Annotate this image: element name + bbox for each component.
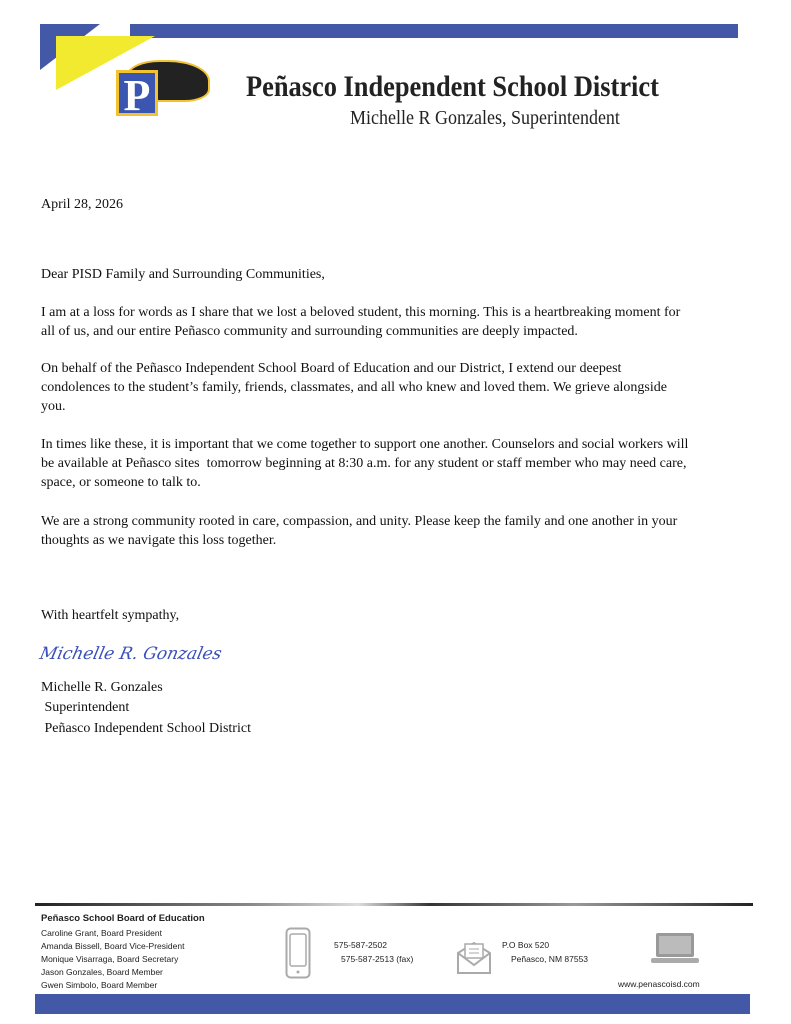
mail-icon (456, 939, 492, 975)
footer-divider (35, 903, 753, 906)
address-line-2: Peñasco, NM 87553 (511, 954, 589, 964)
signature: Michelle R. Gonzales (37, 644, 224, 664)
logo-letter-p: P (116, 70, 158, 116)
fax-number: 575-587-2513 (fax) (341, 954, 414, 964)
salutation: Dear PISD Family and Surrounding Communities, (41, 267, 325, 282)
district-logo (106, 60, 206, 120)
board-member: Jason Gonzales, Board Member (41, 967, 163, 977)
board-member: Amanda Bissell, Board Vice-President (41, 941, 185, 951)
phone-number: 575-587-2502 (334, 940, 387, 950)
closing: With heartfelt sympathy, (41, 608, 180, 623)
website-link[interactable]: www.penascoisd.com (618, 979, 700, 989)
address-line-1: P.O Box 520 (502, 940, 550, 950)
signer-title: Superintendent (41, 700, 130, 715)
board-title: Peñasco School Board of Education (41, 913, 205, 924)
paragraph-4-line: We are a strong community rooted in care, compassion, and unity. Please keep the family and one another in your (41, 514, 678, 529)
footer-blue-bar (35, 994, 750, 1014)
board-member: Caroline Grant, Board President (41, 928, 162, 938)
signer-name: Michelle R. Gonzales (41, 680, 163, 695)
paragraph-2-line: On behalf of the Peñasco Independent School Board of Education and our District, I extend our deepest (41, 361, 622, 376)
paragraph-3-line: space, or someone to talk to. (41, 475, 201, 490)
paragraph-4-line: thoughts as we navigate this loss together. (41, 533, 277, 548)
paragraph-1-line: all of us, and our entire Peñasco community and surrounding communities are deeply impacted. (41, 324, 578, 339)
paragraph-1-line: I am at a loss for words as I share that we lost a beloved student, this morning. This is a heartbreaking moment for (41, 305, 681, 320)
district-name: Peñasco Independent School District (246, 70, 659, 103)
superintendent-line: Michelle R Gonzales, Superintendent (350, 107, 620, 129)
paragraph-2-line: you. (41, 399, 66, 414)
paragraph-3-line: In times like these, it is important that we come together to support one another. Counselors and social workers will (41, 437, 689, 452)
signer-organization: Peñasco Independent School District (41, 721, 251, 736)
paragraph-2-line: condolences to the student’s family, friends, classmates, and all who knew and loved them. We grieve alongside (41, 380, 667, 395)
board-member: Gwen Simbolo, Board Member (41, 980, 158, 990)
paragraph-3-line: be available at Peñasco sites tomorrow beginning at 8:30 a.m. for any student or staff member who may need care, (41, 456, 687, 471)
phone-icon (285, 927, 311, 979)
laptop-icon (650, 931, 700, 965)
header-blue-bar (130, 24, 738, 38)
letter-date: April 28, 2026 (41, 197, 124, 212)
board-member: Monique Visarraga, Board Secretary (41, 954, 179, 964)
